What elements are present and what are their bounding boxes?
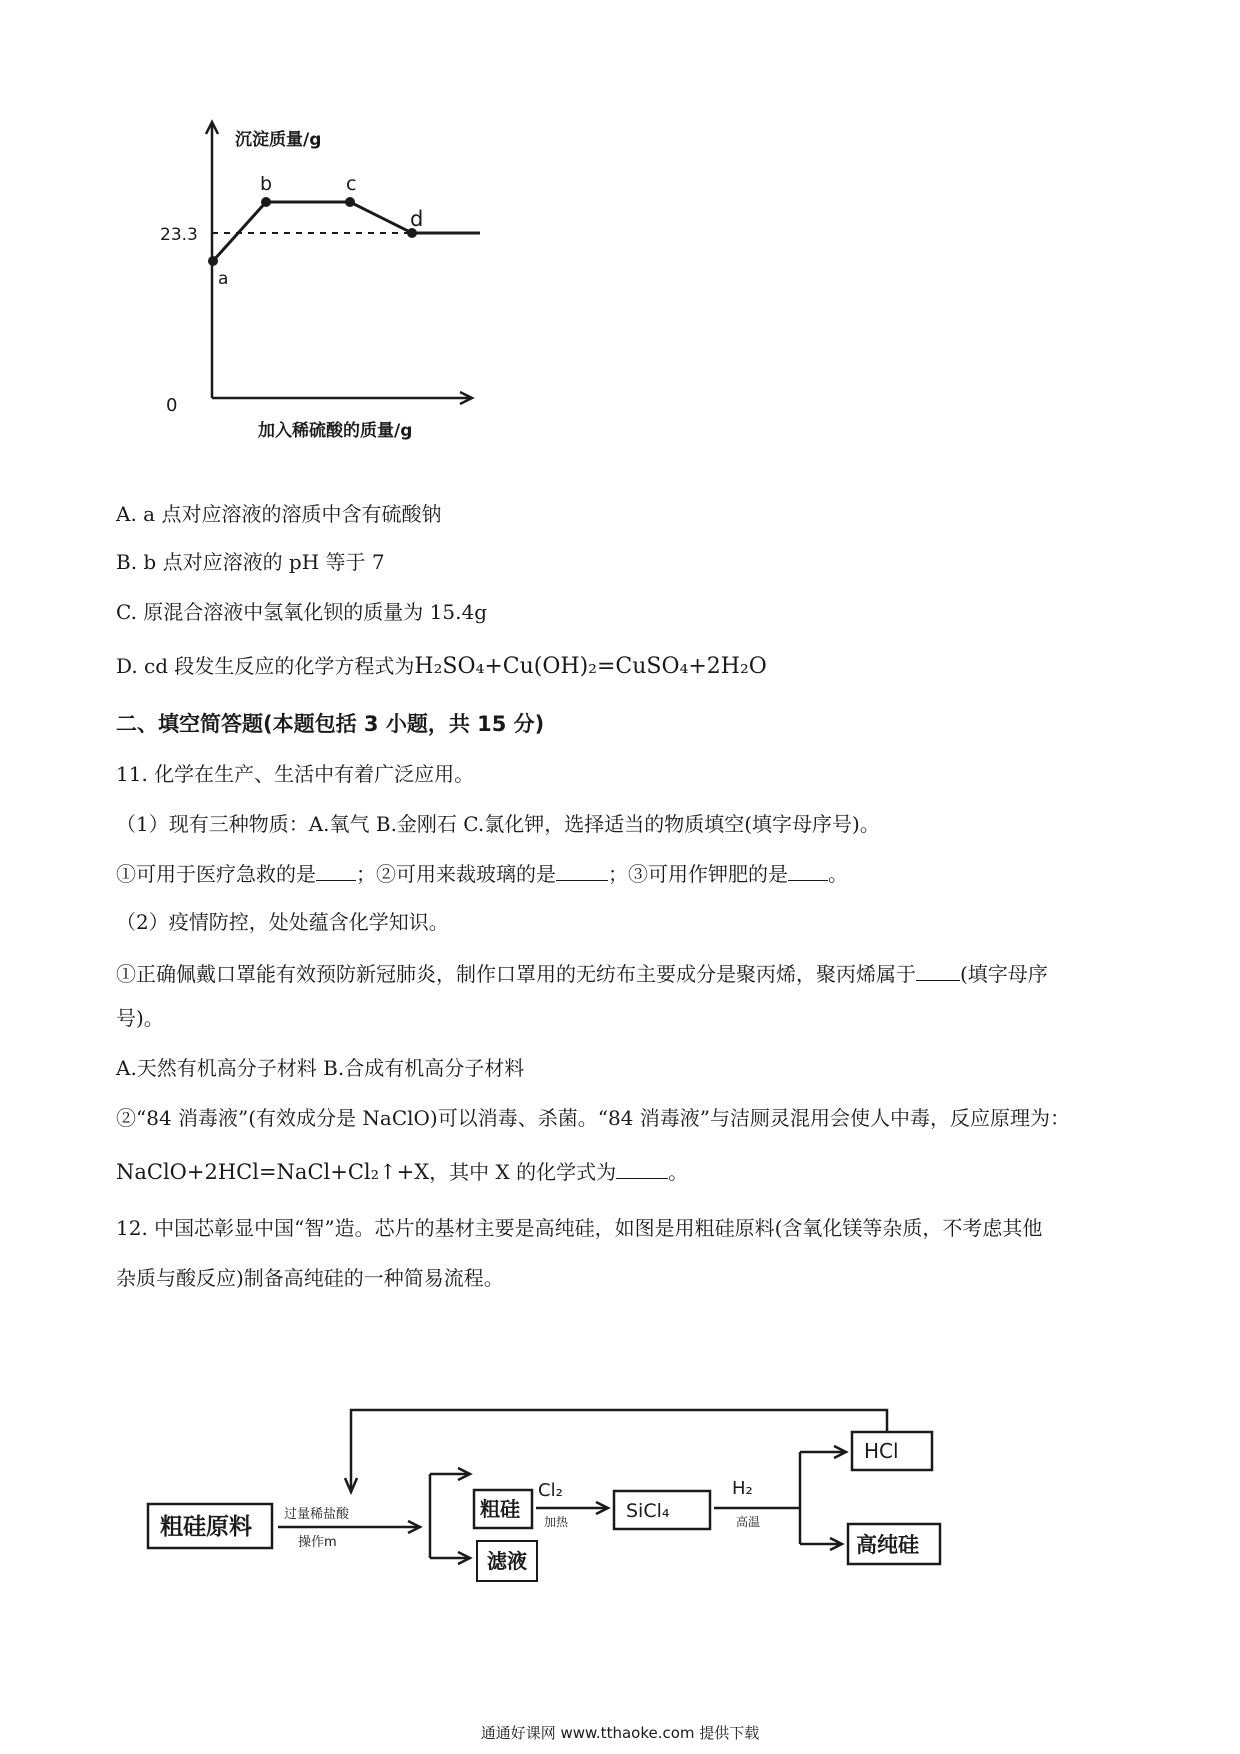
flow-pure: 高纯硅 <box>856 1533 919 1557</box>
precipitate-graph <box>160 118 500 458</box>
q11-part2-1 <box>116 958 1048 988</box>
q11-part2-2: ②“84 消毒液”(有效成分是 NaClO)可以消毒、杀菌。“84 消毒液”与洁厕灵混用会使人中毒，反应原理为： <box>116 1106 1070 1130</box>
label-a: a <box>218 269 229 289</box>
option-c: C. 原混合溶液中氢氧化钡的质量为 15.4g <box>116 600 487 624</box>
q11-p2-end: 。 <box>668 1160 689 1184</box>
q11-part2-1-cont: 号)。 <box>116 1006 164 1030</box>
flow-heat: 加热 <box>544 1515 569 1529</box>
label-c: c <box>346 173 357 195</box>
flow-raw: 粗硅原料 <box>160 1514 252 1540</box>
point-b <box>261 197 271 207</box>
point-a <box>208 256 218 266</box>
option-b: B. b 点对应溶液的 pH 等于 7 <box>116 550 385 574</box>
q11-part2: （2）疫情防控，处处蕴含化学知识。 <box>116 910 449 934</box>
label-b: b <box>260 173 273 195</box>
recycle-line <box>351 1410 887 1490</box>
section-heading: 二、填空简答题(本题包括 3 小题，共 15 分) <box>116 712 545 736</box>
answer-blank-5[interactable] <box>616 1156 668 1179</box>
y-value-label: 23.3 <box>160 225 198 245</box>
option-d <box>116 652 767 681</box>
q11-eq-tail: ，其中 X 的化学式为 <box>429 1160 617 1184</box>
flow-h2: H₂ <box>732 1478 753 1499</box>
q11-part2-options: A.天然有机高分子材料 B.合成有机高分子材料 <box>116 1056 525 1080</box>
option-a: A. a 点对应溶液的溶质中含有硫酸钠 <box>116 502 442 526</box>
flow-cl2: Cl₂ <box>538 1480 563 1501</box>
q11-p2-1b: (填字母序 <box>960 962 1048 986</box>
q11-p1-b: ；②可用来裁玻璃的是 <box>356 862 556 886</box>
q11-equation: NaClO+2HCl=NaCl+Cl₂↑+X <box>116 1160 430 1184</box>
flow-hcl: HCl <box>864 1439 899 1463</box>
precipitate-curve <box>213 202 480 261</box>
q11-p2-1a: ①正确佩戴口罩能有效预防新冠肺炎，制作口罩用的无纺布主要成分是聚丙烯，聚丙烯属于 <box>116 962 916 986</box>
q12-line1: 12. 中国芯彰显中国“智”造。芯片的基材主要是高纯硅，如图是用粗硅原料(含氧化镁等杂质，不考虑其他 <box>116 1216 1043 1240</box>
answer-blank-2[interactable] <box>556 858 608 881</box>
q12-line2: 杂质与酸反应)制备高纯硅的一种简易流程。 <box>116 1266 504 1290</box>
flow-reagent: 过量稀盐酸 <box>284 1507 350 1522</box>
box-filtrate: 滤液 <box>476 1540 538 1582</box>
origin-label: 0 <box>166 395 178 416</box>
process-flow-diagram <box>138 1328 958 1568</box>
x-axis-label: 加入稀硫酸的质量/g <box>258 421 413 441</box>
answer-blank-1[interactable] <box>316 858 356 881</box>
q11-part1: （1）现有三种物质：A.氧气 B.金刚石 C.氯化钾，选择适当的物质填空(填字母序号)。 <box>116 812 880 836</box>
q11-p1-end: 。 <box>828 862 848 886</box>
flow-crude: 粗硅 <box>480 1497 520 1521</box>
flow-sicl4: SiCl₄ <box>626 1500 670 1522</box>
q11-stem: 11. 化学在生产、生活中有着广泛应用。 <box>116 762 475 786</box>
option-d-equation: H₂SO₄+Cu(OH)₂=CuSO₄+2H₂O <box>414 654 767 679</box>
flow-op: 操作m <box>298 1535 337 1550</box>
q11-p1-c: ；③可用作钾肥的是 <box>608 862 788 886</box>
q11-part2-2-eq <box>116 1156 688 1186</box>
y-axis-label: 沉淀质量/g <box>235 130 322 150</box>
footer: 通通好课网 www.tthaoke.com 提供下载 <box>480 1724 760 1742</box>
answer-blank-3[interactable] <box>788 858 828 881</box>
option-d-prefix: D. cd 段发生反应的化学方程式为 <box>116 654 415 678</box>
q11-p1-a: ①可用于医疗急救的是 <box>116 862 316 886</box>
flow-hightemp: 高温 <box>736 1515 761 1529</box>
point-c <box>345 197 355 207</box>
answer-blank-4[interactable] <box>916 958 960 981</box>
label-d: d <box>410 207 424 231</box>
q11-part1-blanks <box>116 858 848 888</box>
